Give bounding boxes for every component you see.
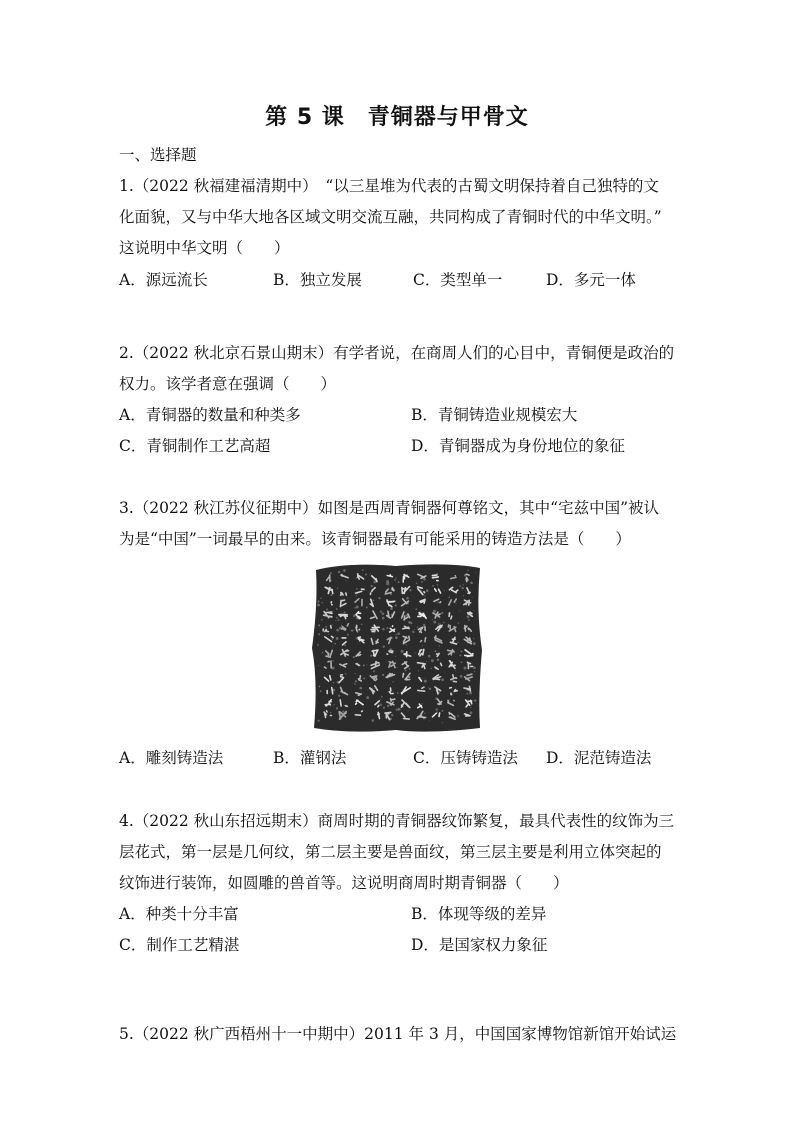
he-zun-inscription-image — [308, 560, 486, 734]
q2-line-1: 2.（2022 秋北京石景山期末）有学者说，在商周人们的心目中，青铜便是政治的 — [119, 344, 675, 362]
q3-line-2: 为是“中国”一词最早的由来。该青铜器最有可能采用的铸造方法是（ ） — [119, 530, 631, 548]
section-heading: 一、选择题 — [119, 146, 197, 164]
q4-option-c[interactable]: C．制作工艺精湛 — [119, 936, 240, 954]
q1-line-3: 这说明中华文明（ ） — [119, 239, 290, 257]
q3-line-1: 3.（2022 秋江苏仪征期中）如图是西周青铜器何尊铭文，其中“宅兹中国”被认 — [119, 499, 660, 517]
q3-option-a[interactable]: A．雕刻铸造法 — [119, 749, 224, 767]
lesson-title: 第 5 课 青铜器与甲骨文 — [265, 105, 529, 130]
q1-option-b[interactable]: B．独立发展 — [273, 271, 362, 289]
q5-line-1: 5.（2022 秋广西梧州十一中期中）2011 年 3 月，中国国家博物馆新馆开始试运 — [119, 1025, 677, 1043]
q4-line-1: 4.（2022 秋山东招远期末）商周时期的青铜器纹饰繁复，最具代表性的纹饰为三 — [119, 812, 675, 830]
q2-option-d[interactable]: D．青铜器成为身份地位的象征 — [411, 437, 625, 455]
q4-line-3: 纹饰进行装饰，如圆雕的兽首等。这说明商周时期青铜器（ ） — [119, 874, 569, 892]
q1-option-d[interactable]: D．多元一体 — [546, 271, 636, 289]
q2-line-2: 权力。该学者意在强调（ ） — [119, 375, 337, 393]
q2-option-c[interactable]: C．青铜制作工艺高超 — [119, 437, 271, 455]
q4-option-d[interactable]: D．是国家权力象征 — [411, 936, 548, 954]
q2-option-a[interactable]: A．青铜器的数量和种类多 — [119, 406, 301, 424]
q3-option-c[interactable]: C．压铸铸造法 — [413, 749, 518, 767]
q1-line-1: 1.（2022 秋福建福清期中） “以三星堆为代表的古蜀文明保持着自己独特的文 — [119, 177, 659, 195]
q3-option-b[interactable]: B．灌钢法 — [273, 749, 347, 767]
q3-option-d[interactable]: D．泥范铸造法 — [546, 749, 652, 767]
q2-option-b[interactable]: B．青铜铸造业规模宏大 — [411, 406, 578, 424]
q4-option-b[interactable]: B．体现等级的差异 — [411, 905, 547, 923]
q1-option-a[interactable]: A．源远流长 — [119, 271, 208, 289]
q1-line-2: 化面貌，又与中华大地各区域文明交流互融，共同构成了青铜时代的中华文明。” — [119, 208, 662, 226]
q1-option-c[interactable]: C．类型单一 — [413, 271, 503, 289]
q4-option-a[interactable]: A．种类十分丰富 — [119, 905, 239, 923]
q4-line-2: 层花式，第一层是几何纹，第二层主要是兽面纹，第三层主要是利用立体突起的 — [119, 843, 662, 861]
